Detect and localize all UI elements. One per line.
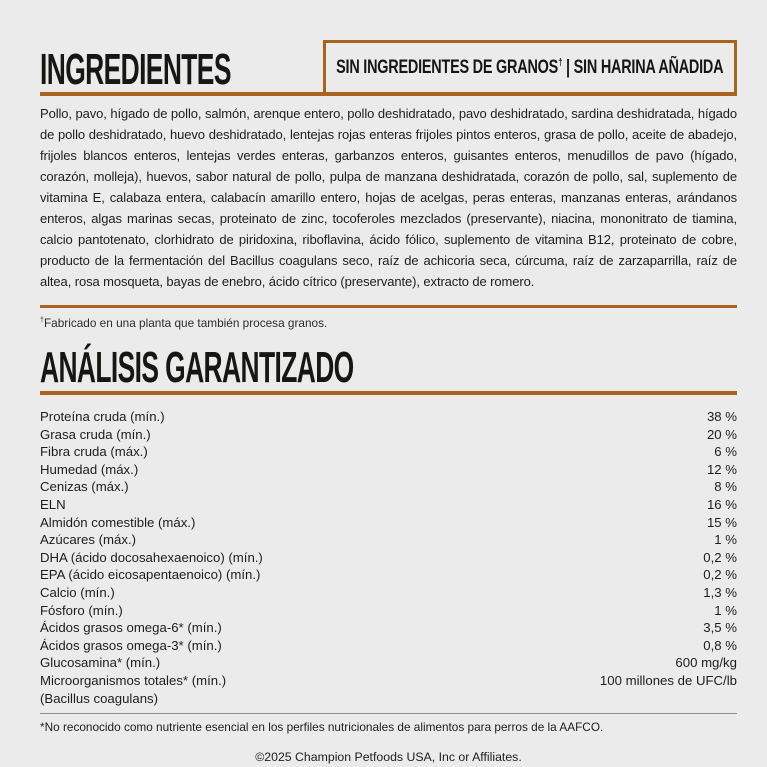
nutrient-label: Azúcares (máx.) bbox=[40, 532, 136, 548]
table-row bbox=[40, 654, 737, 672]
table-row bbox=[40, 478, 737, 496]
nutrient-label: Fibra cruda (máx.) bbox=[40, 444, 148, 460]
footnote-dagger: † bbox=[40, 316, 44, 325]
nutrient-label: Glucosamina* (mín.) bbox=[40, 655, 161, 671]
nutrient-label: Almidón comestible (máx.) bbox=[40, 514, 196, 530]
analysis-title: ANÁLISIS GARANTIZADO bbox=[40, 343, 354, 392]
analysis-header bbox=[40, 343, 737, 395]
nutrient-value: 16 % bbox=[706, 497, 737, 513]
table-row bbox=[40, 602, 737, 620]
nutrient-value: 600 mg/kg bbox=[675, 655, 737, 671]
nutrient-label: DHA (ácido docosahexaenoico) (mín.) bbox=[40, 549, 263, 565]
table-row bbox=[40, 566, 737, 584]
nutrient-value: 20 % bbox=[706, 426, 737, 442]
ingredients-title: INGREDIENTES bbox=[40, 44, 231, 94]
table-row bbox=[40, 514, 737, 532]
nutrient-sublabel: (Bacillus coagulans) bbox=[40, 690, 159, 706]
nutrient-value: 1 % bbox=[714, 602, 737, 618]
nutrient-value: 0,8 % bbox=[703, 637, 737, 653]
table-row bbox=[40, 672, 737, 690]
nutrient-label: Ácidos grasos omega-6* (mín.) bbox=[40, 620, 222, 636]
table-row bbox=[40, 531, 737, 549]
nutrient-value: 0,2 % bbox=[703, 549, 737, 565]
grain-free-badge-text bbox=[336, 57, 723, 79]
grain-free-badge bbox=[323, 40, 737, 92]
nutrient-value: 15 % bbox=[706, 514, 737, 530]
nutrient-value: 12 % bbox=[706, 461, 737, 477]
nutrient-label: Cenizas (máx.) bbox=[40, 479, 129, 495]
nutrient-label: Microorganismos totales* (mín.) bbox=[40, 672, 227, 688]
nutrient-value: 1,3 % bbox=[703, 585, 737, 601]
table-row bbox=[40, 461, 737, 479]
nutrient-label: Grasa cruda (mín.) bbox=[40, 426, 151, 442]
table-row bbox=[40, 443, 737, 461]
table-row bbox=[40, 619, 737, 637]
nutrient-label: EPA (ácido eicosapentaenoico) (mín.) bbox=[40, 567, 261, 583]
badge-dagger: † bbox=[558, 57, 563, 69]
ingredients-divider-rule bbox=[40, 305, 737, 308]
aafco-footnote: *No reconocido como nutriente esencial en los perfiles nutricionales de alimentos para perros de la AAFCO. bbox=[40, 720, 604, 735]
nutrient-value: 6 % bbox=[714, 444, 737, 460]
ingredients-header bbox=[40, 40, 737, 96]
nutrient-value: 38 % bbox=[706, 409, 737, 425]
table-row bbox=[40, 496, 737, 514]
nutrient-value: 3,5 % bbox=[703, 620, 737, 636]
badge-text-right: | SIN HARINA AÑADIDA bbox=[562, 56, 724, 78]
nutrient-value: 0,2 % bbox=[703, 567, 737, 583]
analysis-table bbox=[40, 408, 737, 707]
nutrient-value: 1 % bbox=[714, 532, 737, 548]
nutrient-label: Humedad (máx.) bbox=[40, 461, 139, 477]
ingredients-paragraph: Pollo, pavo, hígado de pollo, salmón, arenque entero, pollo deshidratado, pavo deshidratado, sardina deshidratada, hígado de pollo deshidratado, huevo deshidratado, lentejas rojas enteras frijoles pintos enteros, grasa de pollo, aceite de abadejo, frijoles blancos enteros, lentejas verdes enteras, garbanzos enteros, guisantes enteros, menudillos de pavo (hígado, corazón, molleja), huevos, sabor natural de pollo, pulpa de manzana deshidratada, corazón de pollo, sal, suplemento de vitamina E, calabaza entera, calabacín amarillo entero, hojas de acelgas, peras enteras, manzanas enteras, arándanos enteros, algas marinas secas, proteinato de zinc, tocoferoles mezclados (preservante), niacina, mononitrato de tiamina, calcio pantotenato, clorhidrato de piridoxina, riboflavina, ácido fólico, suplemento de vitamina B12, proteinato de cobre, producto de la fermentación del Bacillus coagulans seco, raíz de achicoria seca, cúrcuma, raíz de zarzaparrilla, raíz de altea, rosa mosqueta, bayas de enebro, ácido cítrico (preservante), extracto de romero. bbox=[40, 106, 737, 289]
footnote-text: Fabricado en una planta que también procesa granos. bbox=[43, 316, 328, 330]
nutrient-label: Proteína cruda (mín.) bbox=[40, 409, 165, 425]
ingredients-title-wrap bbox=[40, 40, 280, 92]
nutrient-value: 8 % bbox=[714, 479, 737, 495]
table-row bbox=[40, 549, 737, 567]
ingredients-footnote bbox=[40, 316, 737, 330]
nutrient-label: ELN bbox=[40, 497, 66, 513]
analysis-divider-line bbox=[40, 713, 737, 714]
nutrient-label: Calcio (mín.) bbox=[40, 585, 115, 601]
table-row bbox=[40, 426, 737, 444]
badge-text-left: SIN INGREDIENTES DE GRANOS bbox=[336, 56, 559, 78]
nutrient-label: Fósforo (mín.) bbox=[40, 602, 123, 618]
nutrient-value: 100 millones de UFC/lb bbox=[599, 672, 737, 688]
table-row bbox=[40, 637, 737, 655]
nutrient-label: Ácidos grasos omega-3* (mín.) bbox=[40, 637, 222, 653]
copyright-text: ©2025 Champion Petfoods USA, Inc or Affiliates. bbox=[255, 750, 522, 765]
table-row bbox=[40, 408, 737, 426]
table-row bbox=[40, 584, 737, 602]
